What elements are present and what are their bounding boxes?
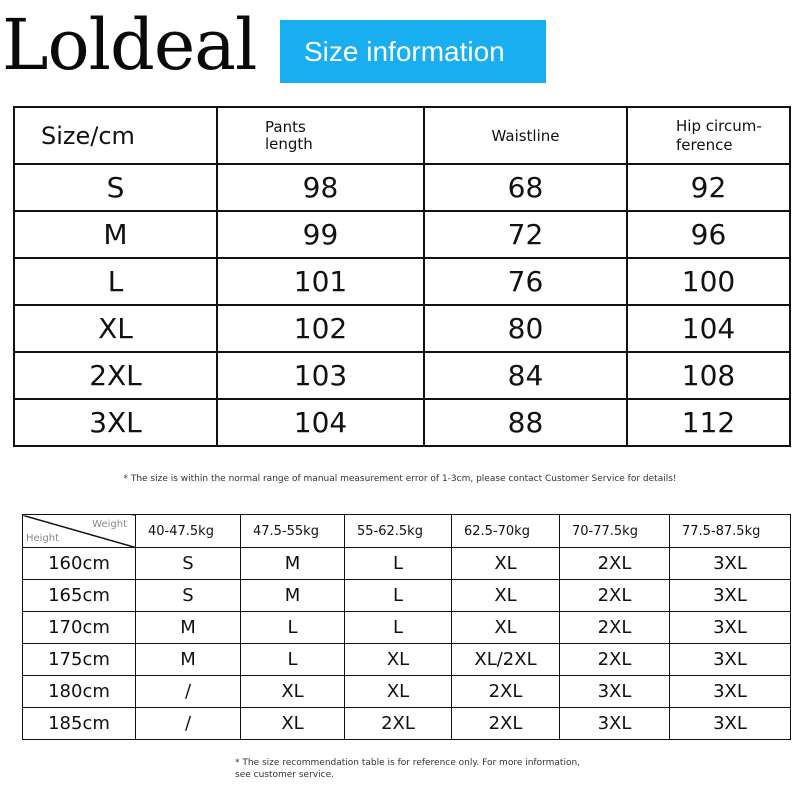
size-label-cell: L [14,258,217,305]
recommendation-note [235,757,655,781]
recommended-size-cell: L [345,612,452,644]
recommended-size-cell: 2XL [452,676,560,708]
recommendation-body [23,548,791,740]
size-value-cell: 88 [424,399,627,446]
recommended-size-cell: L [241,644,345,676]
corner-height-label: Height [26,533,60,544]
weight-header-cell: 55-62.5kg [345,515,452,548]
size-value-cell: 108 [627,352,790,399]
corner-weight-label: Weight [92,519,127,530]
weight-header-cell: 77.5-87.5kg [670,515,791,548]
size-chart-header-row [14,107,790,164]
weight-header-cell: 47.5-55kg [241,515,345,548]
size-value-cell: 104 [217,399,424,446]
size-value-cell: 112 [627,399,790,446]
height-cell: 160cm [23,548,136,580]
size-value-cell: 100 [627,258,790,305]
recommended-size-cell: 3XL [670,676,791,708]
recommended-size-cell: M [136,612,241,644]
height-cell: 170cm [23,612,136,644]
recommended-size-cell: XL [452,548,560,580]
recommended-size-cell: M [241,548,345,580]
recommended-size-cell: 2XL [452,708,560,740]
weight-header-cell: 40-47.5kg [136,515,241,548]
size-value-cell: 72 [424,211,627,258]
height-cell: 185cm [23,708,136,740]
recommended-size-cell: L [241,612,345,644]
measurement-note: * The size is within the normal range of manual measurement error of 1-3cm, please contact Customer Service for details! [123,474,677,484]
recommendation-row [23,548,791,580]
height-cell: 175cm [23,644,136,676]
header-size: Size/cm [14,107,217,164]
recommended-size-cell: 3XL [670,548,791,580]
recommended-size-cell: S [136,548,241,580]
recommended-size-cell: 2XL [345,708,452,740]
header-pants-line2: length [265,134,313,153]
size-row [14,258,790,305]
recommended-size-cell: M [241,580,345,612]
size-value-cell: 102 [217,305,424,352]
recommended-size-cell: XL [452,580,560,612]
size-chart-table [13,106,791,447]
recommended-size-cell: 2XL [560,612,670,644]
size-value-cell: 101 [217,258,424,305]
recommended-size-cell: XL [452,612,560,644]
size-value-cell: 68 [424,164,627,211]
size-row [14,305,790,352]
header-hip-line1: Hip circum- [676,116,762,135]
recommended-size-cell: XL [345,676,452,708]
recommended-size-cell: 2XL [560,580,670,612]
recommended-size-cell: M [136,644,241,676]
recommended-size-cell: XL [241,708,345,740]
recommended-size-cell: XL [345,644,452,676]
size-label-cell: M [14,211,217,258]
recommendation-note-line2: see customer service. [235,770,334,780]
size-value-cell: 84 [424,352,627,399]
header-waistline: Waistline [424,107,627,164]
recommended-size-cell: S [136,580,241,612]
height-cell: 165cm [23,580,136,612]
size-label-cell: 3XL [14,399,217,446]
recommended-size-cell: XL [241,676,345,708]
header-pants-length [217,107,424,164]
size-row [14,399,790,446]
recommended-size-cell: 3XL [560,708,670,740]
header-hip-line2: ference [676,135,733,154]
weight-header-cell: 70-77.5kg [560,515,670,548]
recommendation-row [23,676,791,708]
recommended-size-cell: / [136,708,241,740]
size-row [14,352,790,399]
size-label-cell: XL [14,305,217,352]
recommended-size-cell: 2XL [560,644,670,676]
size-value-cell: 99 [217,211,424,258]
size-value-cell: 104 [627,305,790,352]
size-value-cell: 98 [217,164,424,211]
size-chart-body [14,164,790,446]
recommended-size-cell: 3XL [670,708,791,740]
recommended-size-cell: XL/2XL [452,644,560,676]
size-value-cell: 92 [627,164,790,211]
recommended-size-cell: 3XL [670,580,791,612]
size-value-cell: 76 [424,258,627,305]
size-row [14,164,790,211]
recommendation-note-line1: * The size recommendation table is for reference only. For more information, [235,758,581,768]
recommended-size-cell: 3XL [560,676,670,708]
recommended-size-cell: / [136,676,241,708]
header-hip-circumference [627,107,790,164]
recommended-size-cell: L [345,548,452,580]
brand-logo: Loldeal [2,4,257,86]
recommendation-row [23,644,791,676]
header-height-weight-corner [23,515,136,548]
recommendation-row [23,612,791,644]
size-row [14,211,790,258]
size-label-cell: S [14,164,217,211]
recommended-size-cell: 3XL [670,644,791,676]
size-label-cell: 2XL [14,352,217,399]
recommendation-header-row [23,515,791,548]
size-value-cell: 80 [424,305,627,352]
recommendation-table [22,514,791,740]
size-value-cell: 103 [217,352,424,399]
weight-header-cell: 62.5-70kg [452,515,560,548]
height-cell: 180cm [23,676,136,708]
size-information-banner: Size information [280,20,546,83]
recommended-size-cell: 2XL [560,548,670,580]
recommendation-row [23,708,791,740]
recommendation-row [23,580,791,612]
recommended-size-cell: 3XL [670,612,791,644]
size-value-cell: 96 [627,211,790,258]
recommended-size-cell: L [345,580,452,612]
header-pants-line1: Pants [265,117,306,136]
